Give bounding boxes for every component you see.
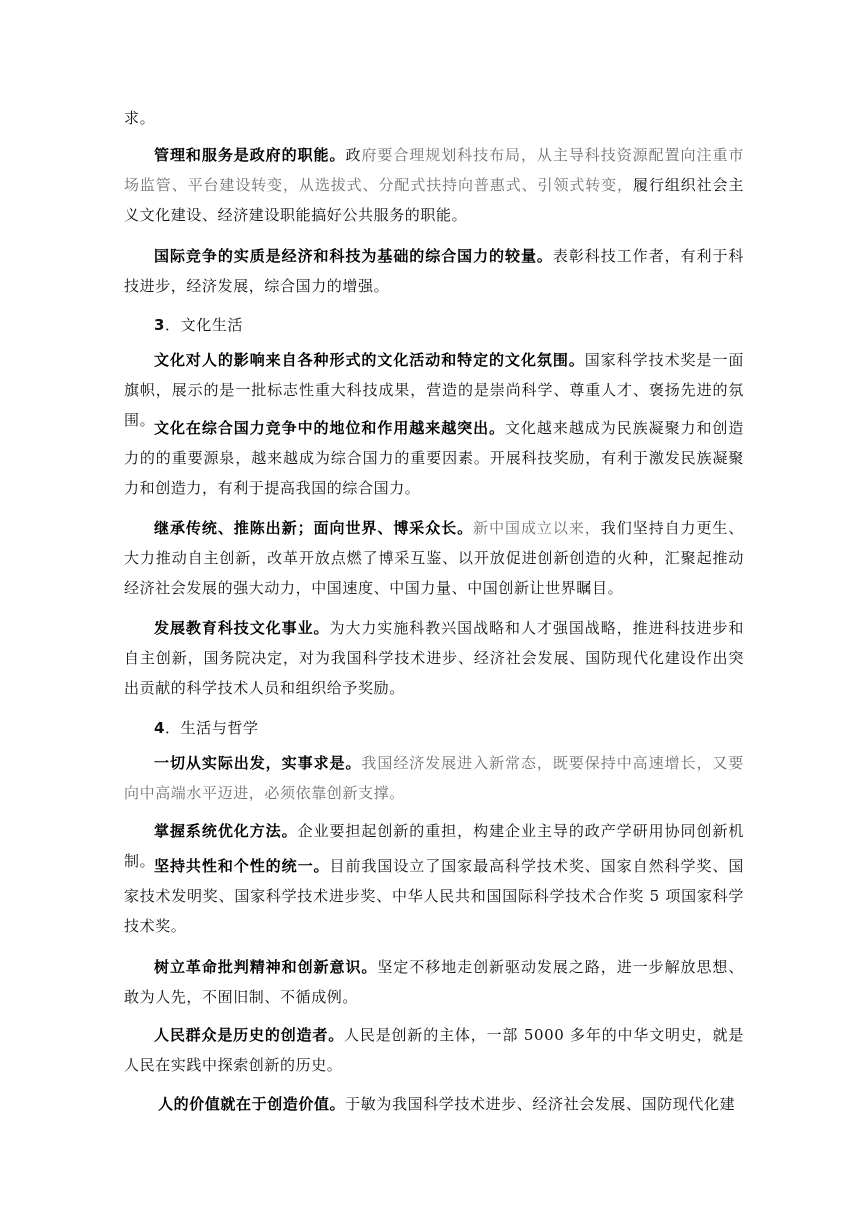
paragraph-text: 为大力实施科教兴国战略和人才强国战略，推进科技进步和自主创新，国务院决定，对为我国科学技术进步、经济社会发展、国防现代化建设作出突出贡献的科学技术人员和组织给予奖励。 [124,619,744,697]
paragraph-lead: 文化在综合国力竞争中的地位和作用越来越突出。 [154,419,506,437]
paragraph-text: 我们坚持自力更生、大力推动自主创新，改革开放点燃了博采互鉴、以开放促进创新创造的火种，汇聚起推动经济社会发展的强大动力，中国速度、中国力量、中国创新让世界瞩目。 [124,519,744,597]
paragraph-continuation [124,103,744,133]
paragraph-gray-text: 我国经济发展进入新常态，既要保持中高速增长，又要向中高端水平迈进，必须依靠创新支撑。 [124,754,744,802]
paragraph-lead: 掌握系统优化方法。 [154,822,298,840]
paragraph-text: 企业要担起创新的重担，构建企业主导的政产学研用协同创新机制。 [124,822,744,870]
paragraph-lead: 文化对人的影响来自各种形式的文化活动和特定的文化氛围。 [154,351,585,369]
paragraph-lead: 人的价值就在于创造价值。 [158,1095,346,1113]
paragraph-value-of-people [124,1089,744,1119]
paragraph-lead: 人民群众是历史的创造者。 [154,1026,345,1044]
section-heading-philosophy [154,713,259,743]
section-title: ．文化生活 [165,316,244,334]
paragraph-gray-text: 府要合理规划科技布局，从主导科技资源配置向注重市场监管、平台建设转变，从选拔式、分配式扶持向普惠式、引领式转变， [124,146,745,194]
paragraph-seek-truth [124,748,744,808]
paragraph-lead: 树立革命批判精神和创新意识。 [154,958,378,976]
paragraph-lead: 发展教育科技文化事业。 [154,619,330,637]
paragraph-text: 表彰科技工作者，有利于科技进步，经济发展，综合国力的增强。 [124,247,744,295]
paragraph-text: 于敏为我国科学技术进步、经济社会发展、国防现代化建 [345,1095,736,1113]
paragraph-text: 人民是创新的主体，一部 5000 多年的中华文明史，就是人民在实践中探索创新的历史。 [124,1026,745,1074]
paragraph-education-science [124,613,744,703]
paragraph-text: 政 [345,146,362,164]
paragraph-tradition-innovation [124,513,744,603]
paragraph-lead: 继承传统、推陈出新；面向世界、博采众长。 [154,519,474,537]
section-heading-culture [154,310,243,340]
paragraph-cultural-role [124,413,744,503]
paragraph-lead: 管理和服务是政府的职能。 [154,146,346,164]
section-number: 4 [154,719,166,737]
paragraph-lead: 国际竞争的实质是经济和科技为基础的综合国力的较量。 [154,247,553,265]
paragraph-text: 求。 [124,109,156,127]
paragraph-gray-text: 新中国成立以来， [473,519,601,537]
paragraph-government-function [124,140,744,230]
paragraph-text: 坚定不移地走创新驱动发展之路，进一步解放思想、敢为人先，不囿旧制、不循成例。 [124,958,744,1006]
paragraph-text: 国家科学技术奖是一面旗帜，展示的是一批标志性重大科技成果，营造的是崇尚科学、尊重人才、褒扬先进的氛围。 [124,351,744,429]
paragraph-lead: 一切从实际出发，实事求是。 [154,754,362,772]
paragraph-critical-spirit [124,952,744,1012]
paragraph-text: 文化越来越成为民族凝聚力和创造力的的重要源泉，越来越成为综合国力的重要因素。开展科技奖励，有利于激发民族凝聚力和创造力，有利于提高我国的综合国力。 [124,419,744,497]
section-number: 3 [154,316,166,334]
paragraph-commonality-individuality [124,851,744,941]
section-title: ．生活与哲学 [165,719,259,737]
paragraph-people-create-history [124,1020,744,1080]
paragraph-international-competition [124,241,744,301]
paragraph-text: 目前我国设立了国家最高科学技术奖、国家自然科学奖、国家技术发明奖、国家科学技术进步奖、中华人民共和国国际科学技术合作奖 5 项国家科学技术奖。 [124,857,744,935]
paragraph-text: 履行组织社会主义文化建设、经济建设职能搞好公共服务的职能。 [124,176,745,224]
paragraph-lead: 坚持共性和个性的统一。 [154,857,330,875]
